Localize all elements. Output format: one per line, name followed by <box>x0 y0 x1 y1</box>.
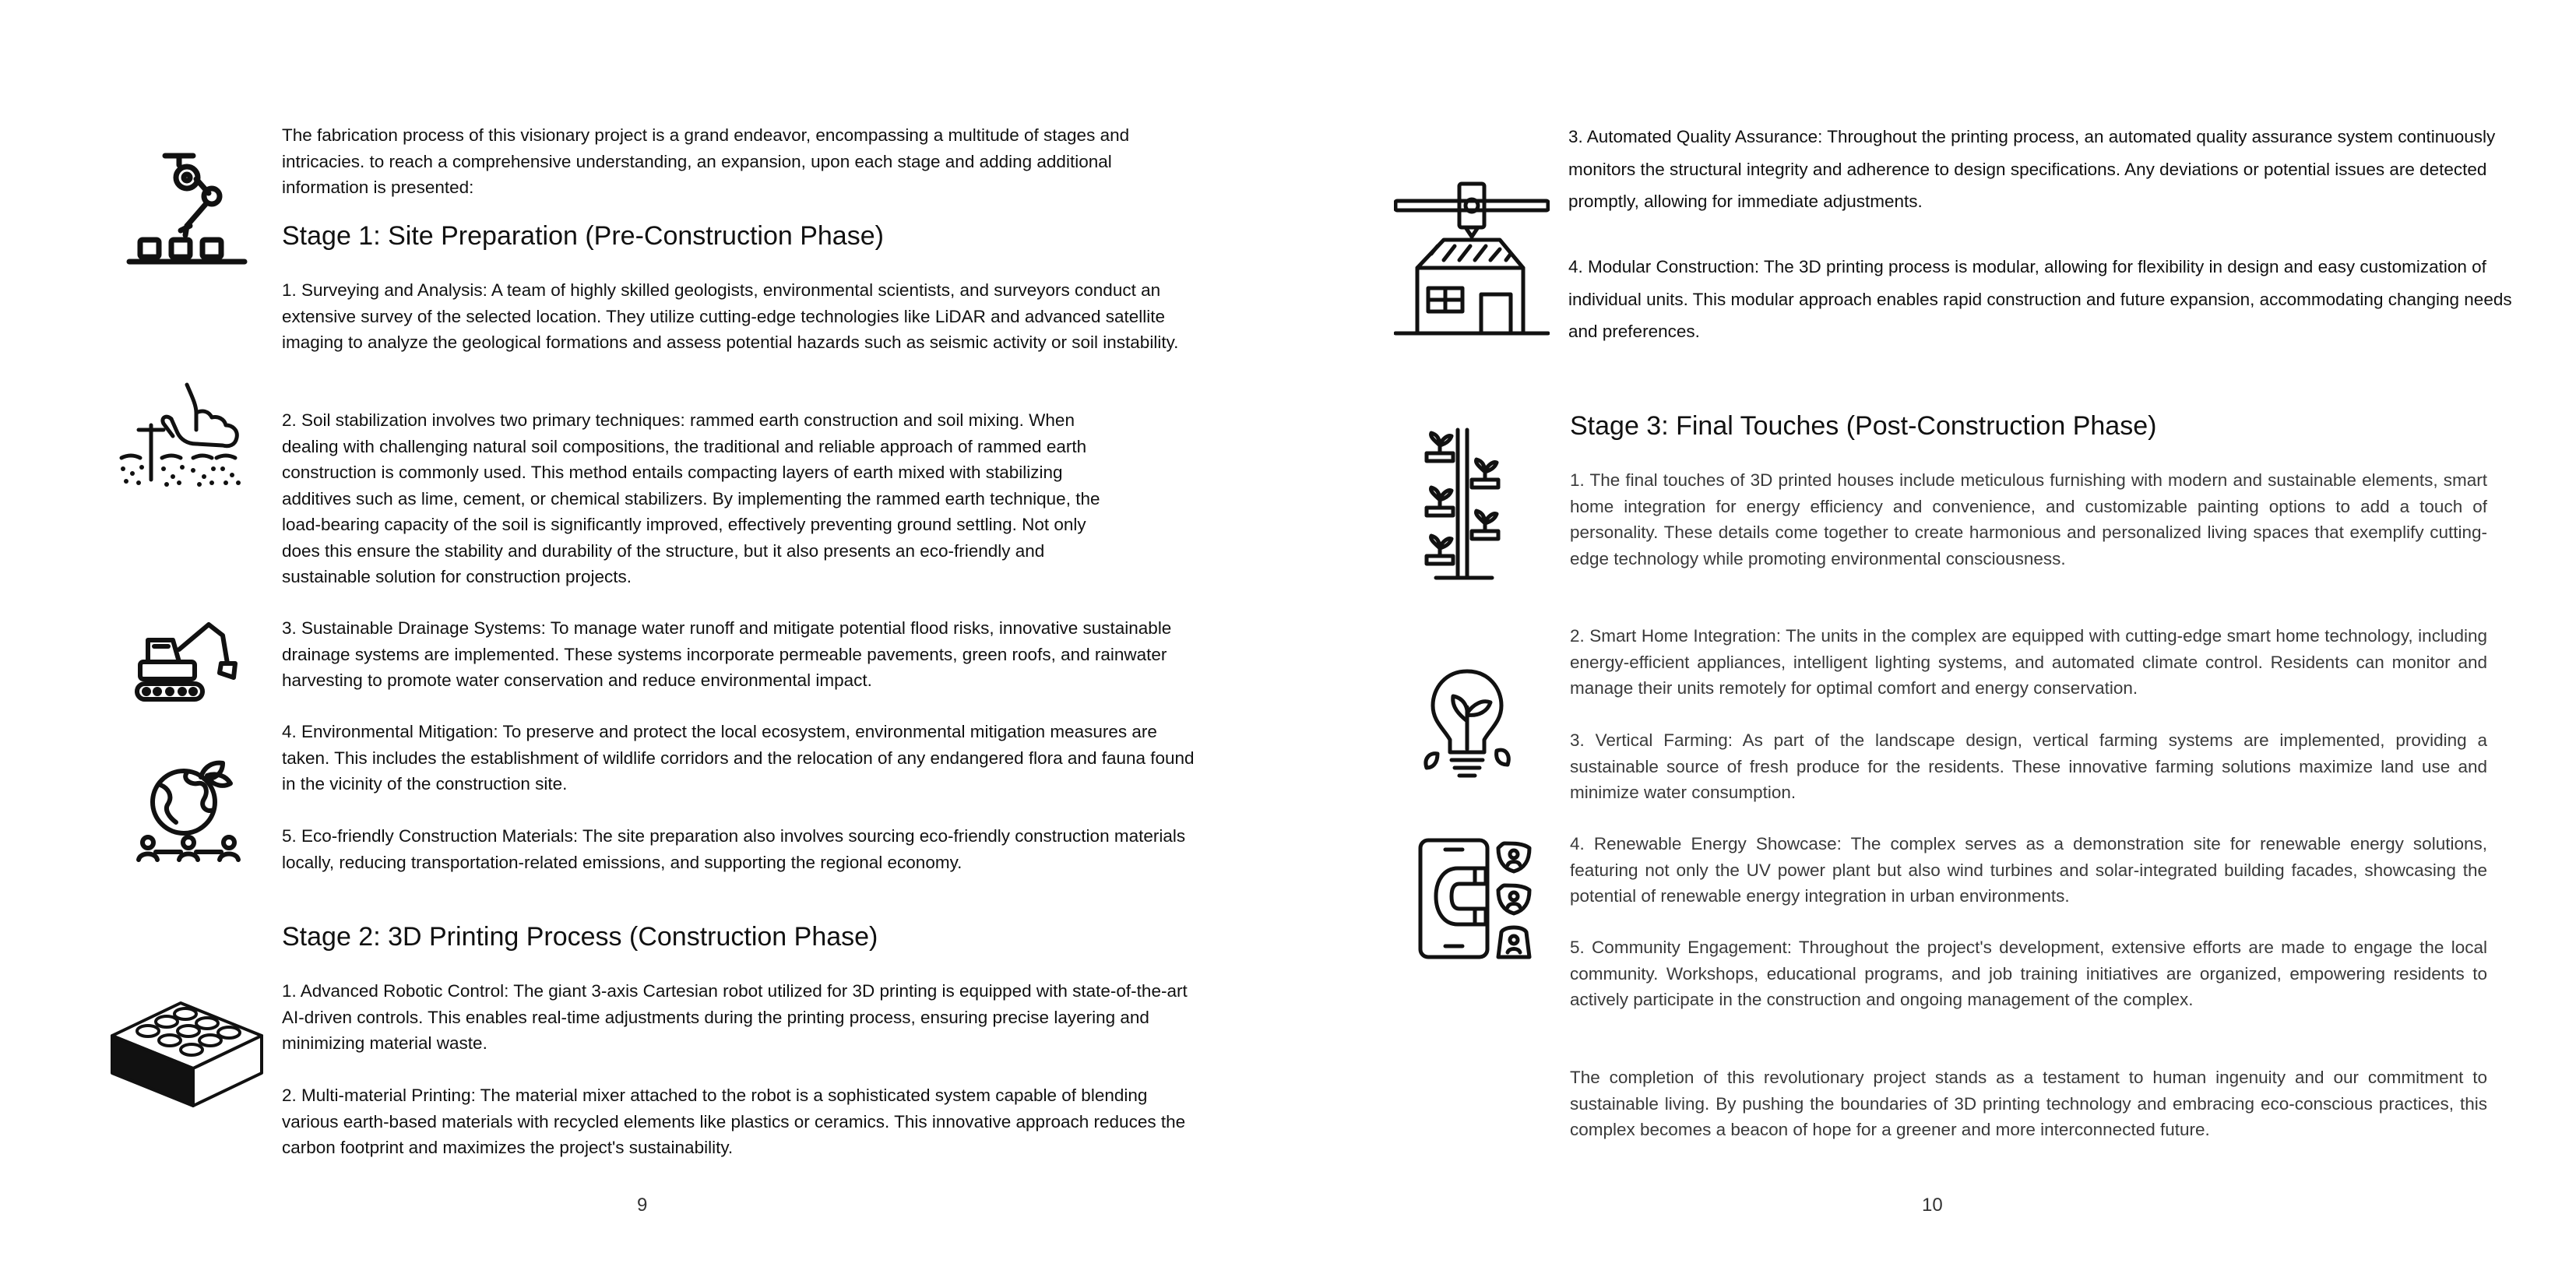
lego-brick-icon <box>109 998 265 1107</box>
phone-magnet-icon <box>1417 837 1534 962</box>
robot-arm-icon <box>125 148 249 273</box>
page-10 <box>1288 0 2576 1288</box>
stage3-item-1: 1. The final touches of 3D printed houses include meticulous furnishing with modern and sustainable elements, smart home integration for energy efficiency and convenience, and customizable painting options to add a touch of personality. These details come together to create harmonious and personalized living spaces that exemplify cutting-edge technology while promoting environmental consciousness. <box>1570 470 2487 568</box>
page-number: 9 <box>637 1195 648 1216</box>
stage1-heading: Stage 1: Site Preparation (Pre-Construction Phase) <box>282 221 884 251</box>
hand-soil-icon <box>115 380 255 493</box>
stage1-item-5: 5. Eco-friendly Construction Materials: The site preparation also involves sourcing eco-friendly construction materials locally, reducing transportation-related emissions, and supporting the regional economy. <box>282 826 1186 872</box>
conclusion-paragraph: The completion of this revolutionary project stands as a testament to human ingenuity and our commitment to sustainable living. By pushing the boundaries of 3D printing technology and embracing eco-conscious practices, this complex becomes a beacon of hope for a greener and more interconnected future. <box>1570 1068 2487 1139</box>
intro-paragraph: The fabrication process of this visionary project is a grand endeavor, encompassing a multitude of stages and intricacies. to reach a comprehensive understanding, an expansion, upon each stage and adding additional information is presented: <box>282 125 1130 197</box>
vertical-farm-icon <box>1420 427 1506 582</box>
page-number: 10 <box>1922 1195 1943 1216</box>
globe-community-icon <box>132 755 245 868</box>
stage2-item-2: 2. Multi-material Printing: The material mixer attached to the robot is a sophisticated system capable of blending various earth-based materials with recycled elements like plastics or ceramics. This innovative approach reduces the carbon footprint and maximizes the project's sustainability. <box>282 1086 1186 1157</box>
stage2-item-1: 1. Advanced Robotic Control: The giant 3-axis Cartesian robot utilized for 3D printing is equipped with state-of-the-art AI-driven controls. This enables real-time adjustments during the printing process, ensuring precise layering and minimizing material waste. <box>282 981 1188 1053</box>
stage3-item-2: 2. Smart Home Integration: The units in the complex are equipped with cutting-edge smart home technology, including energy-efficient appliances, intelligent lighting systems, and automated climate control. Residents can monitor and manage their units remotely for optimal comfort and energy conservation. <box>1570 626 2487 698</box>
stage3-item-3: 3. Vertical Farming: As part of the landscape design, vertical farming systems are implemented, providing a sustainable source of fresh produce for the residents. These innovative farming solutions maximize land use and minimize water consumption. <box>1570 730 2487 802</box>
excavator-icon <box>134 618 239 704</box>
stage3-heading: Stage 3: Final Touches (Post-Construction Phase) <box>1570 411 2157 441</box>
lightbulb-plant-icon <box>1420 667 1514 791</box>
stage3-item-4: 4. Renewable Energy Showcase: The complex serves as a demonstration site for renewable energy solutions, featuring not only the UV power plant but also wind turbines and solar-integrated building facades, showcasing the potential of renewable energy integration in urban environments. <box>1570 834 2487 906</box>
stage1-item-2: 2. Soil stabilization involves two primary techniques: rammed earth construction and soil mixing. When dealing with challenging natural soil compositions, the traditional and reliable approach of rammed earth construction is commonly used. This method entails compacting layers of earth mixed with stabilizing additives such as lime, cement, or chemical stabilizers. By implementing the rammed earth technique, the load-bearing capacity of the soil is significantly improved, effectively preventing ground settling. Not only does this ensure the stability and durability of the structure, but it also presents an eco-friendly and sustainable solution for construction projects. <box>282 410 1100 586</box>
stage1-item-4: 4. Environmental Mitigation: To preserve and protect the local ecosystem, environmental mitigation measures are taken. This includes the establishment of wildlife corridors and the relocation of any endangered flora and fauna found in the vicinity of the construction site. <box>282 722 1195 794</box>
gantry-printer-house-icon <box>1394 178 1550 341</box>
stage1-item-3: 3. Sustainable Drainage Systems: To manage water runoff and mitigate potential flood risks, innovative sustainable drainage systems are implemented. These systems incorporate permeable pavements, green roofs, and rainwater harvesting to promote water conservation and reduce environmental impact. <box>282 618 1172 690</box>
stage2-item-4: 4. Modular Construction: The 3D printing process is modular, allowing for flexibility in design and easy customization of individual units. This modular approach enables rapid construction and future expansion, accommodating changing needs and preferences. <box>1568 257 2512 341</box>
stage2-item-3: 3. Automated Quality Assurance: Throughout the printing process, an automated quality assurance system continuously monitors the structural integrity and adherence to design specifications. Any deviations or potential issues are detected promptly, allowing for immediate adjustments. <box>1568 127 2496 211</box>
stage2-heading: Stage 2: 3D Printing Process (Construction Phase) <box>282 922 878 952</box>
stage3-item-5: 5. Community Engagement: Throughout the project's development, extensive efforts are made to engage the local community. Workshops, educational programs, and job training initiatives are organized, empowering residents to actively participate in the construction and ongoing management of the complex. <box>1570 938 2487 1009</box>
stage1-item-1: 1. Surveying and Analysis: A team of highly skilled geologists, environmental scientists, and surveyors conduct an extensive survey of the selected location. They utilize cutting-edge technologies like LiDAR and advanced satellite imaging to analyze the geological formations and assess potential hazards such as seismic activity or soil instability. <box>282 280 1179 352</box>
